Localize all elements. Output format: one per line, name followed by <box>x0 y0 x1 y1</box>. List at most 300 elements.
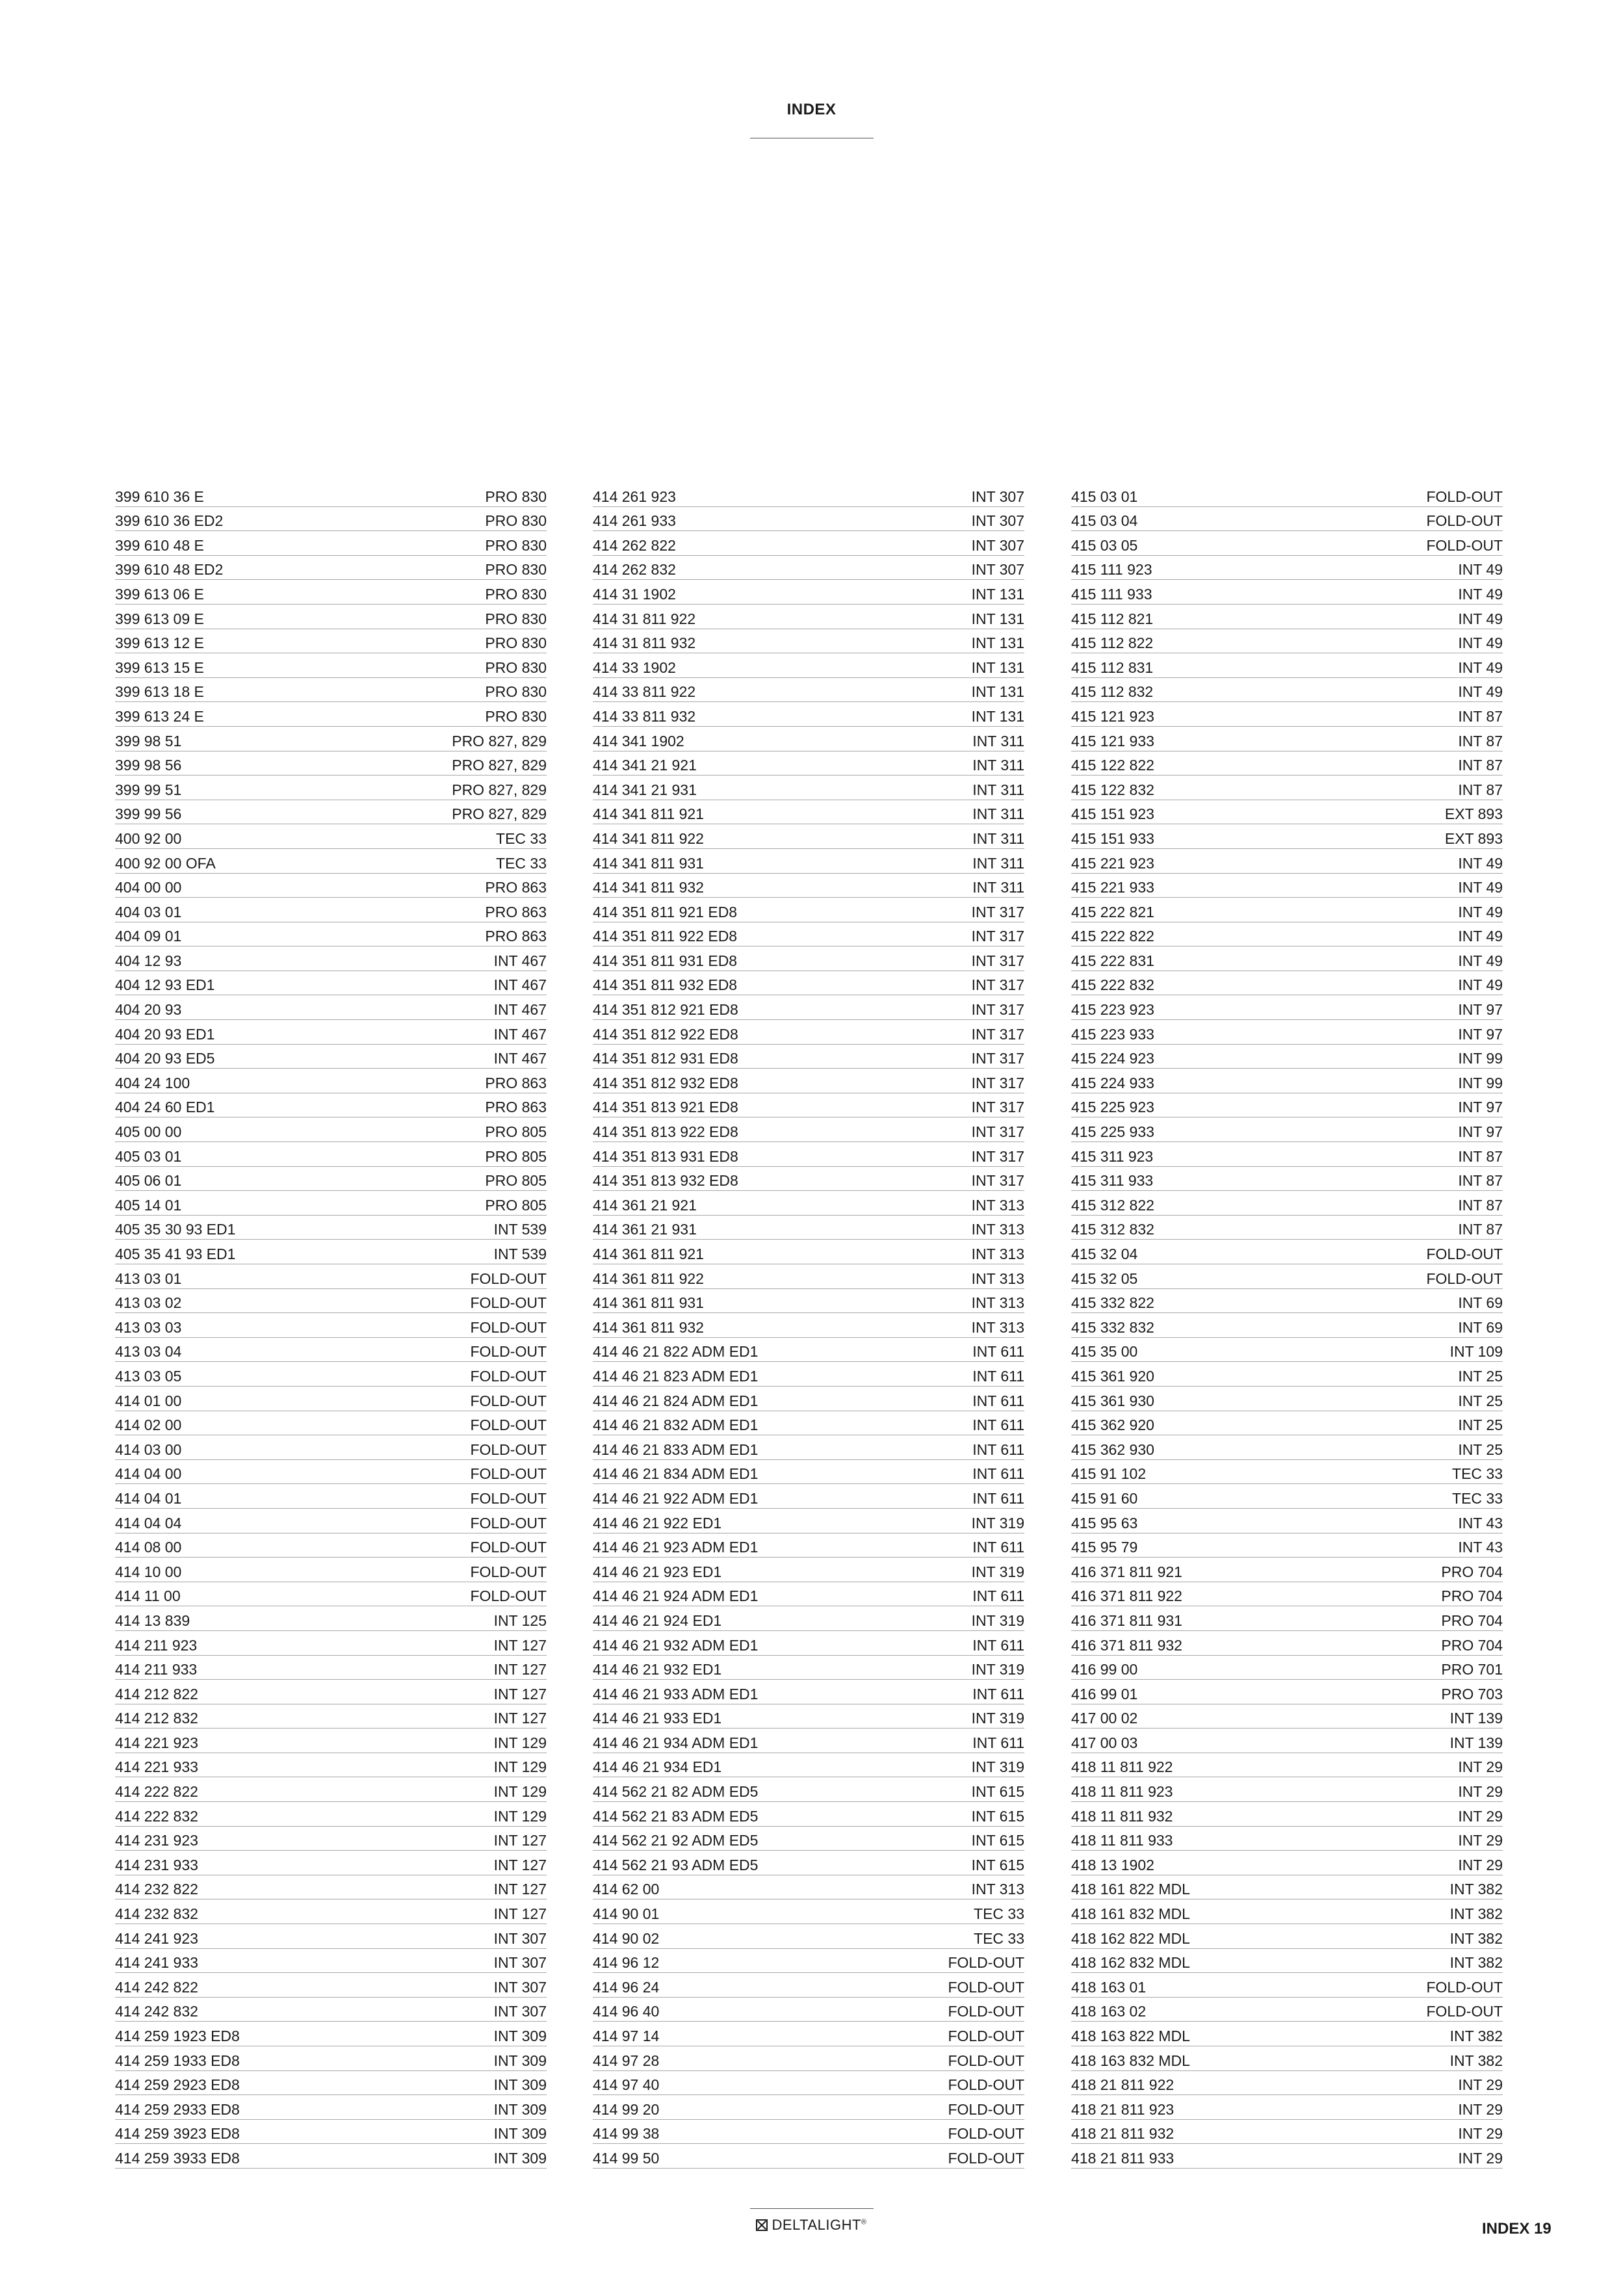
product-code: 413 03 01 <box>115 1270 182 1287</box>
page-reference: PRO 830 <box>485 585 547 603</box>
product-code: 415 311 923 <box>1071 1147 1154 1165</box>
page-reference: INT 319 <box>971 1661 1024 1678</box>
page-reference: PRO 863 <box>485 879 547 896</box>
index-row <box>1071 800 1503 825</box>
page-reference: INT 43 <box>1458 1539 1503 1556</box>
index-row <box>593 1411 1024 1436</box>
page-reference: INT 139 <box>1449 1710 1503 1727</box>
page-reference: INT 313 <box>971 1270 1024 1287</box>
index-row <box>1071 1827 1503 1851</box>
index-row <box>593 531 1024 556</box>
page-reference: INT 539 <box>493 1246 547 1262</box>
product-code: 414 351 811 921 ED8 <box>593 903 738 920</box>
product-code: 414 04 01 <box>115 1489 182 1507</box>
index-row <box>115 1631 547 1656</box>
product-code: 414 46 21 933 ADM ED1 <box>593 1685 759 1702</box>
page-reference: INT 611 <box>972 1441 1024 1458</box>
brand-mark: ® <box>861 2218 867 2226</box>
product-code: 415 222 831 <box>1071 952 1154 969</box>
product-code: 414 341 811 931 <box>593 854 704 872</box>
page-reference: INT 29 <box>1458 1758 1503 1776</box>
page-reference: PRO 805 <box>485 1196 547 1214</box>
page-reference: INT 317 <box>971 1025 1024 1043</box>
index-row <box>593 2046 1024 2071</box>
page-reference: FOLD-OUT <box>470 1318 547 1336</box>
index-row <box>593 1729 1024 1753</box>
page-reference: INT 467 <box>493 952 547 969</box>
index-row <box>115 922 547 947</box>
page-reference: INT 311 <box>972 879 1024 896</box>
page-reference: FOLD-OUT <box>470 1367 547 1385</box>
index-row <box>115 1533 547 1558</box>
page-reference: INT 611 <box>972 1685 1024 1702</box>
index-row <box>1071 874 1503 898</box>
product-code: 415 362 920 <box>1071 1416 1154 1434</box>
page-reference: INT 29 <box>1458 2076 1503 2094</box>
index-row <box>593 556 1024 581</box>
page-reference: FOLD-OUT <box>470 1563 547 1580</box>
index-row <box>593 1753 1024 1778</box>
product-code: 404 12 93 <box>115 952 182 969</box>
product-code: 414 562 21 83 ADM ED5 <box>593 1807 759 1825</box>
page-reference: PRO 827, 829 <box>452 732 547 750</box>
product-code: 414 90 01 <box>593 1905 660 1923</box>
product-code: 416 371 811 932 <box>1071 1636 1182 1654</box>
page-reference: INT 69 <box>1458 1318 1503 1336</box>
page-reference: INT 49 <box>1458 976 1503 994</box>
product-code: 414 351 811 922 ED8 <box>593 928 738 945</box>
index-row <box>1071 1313 1503 1338</box>
page-reference: PRO 827, 829 <box>452 781 547 798</box>
page-reference: INT 319 <box>971 1758 1024 1776</box>
page-reference: INT 611 <box>972 1734 1024 1751</box>
page-reference: EXT 893 <box>1444 829 1503 847</box>
page-reference: INT 309 <box>493 2125 547 2143</box>
index-row <box>115 1998 547 2022</box>
index-row <box>115 874 547 898</box>
product-code: 414 46 21 833 ADM ED1 <box>593 1441 759 1458</box>
product-code: 415 311 933 <box>1071 1172 1154 1190</box>
product-code: 415 225 933 <box>1071 1123 1154 1141</box>
product-code: 415 121 933 <box>1071 732 1154 750</box>
index-row <box>115 1729 547 1753</box>
page-reference: PRO 863 <box>485 903 547 920</box>
index-row <box>593 1289 1024 1314</box>
index-row <box>593 507 1024 532</box>
page-reference: INT 307 <box>971 512 1024 530</box>
index-row <box>115 1387 547 1411</box>
page-reference: INT 611 <box>972 1367 1024 1385</box>
index-row <box>1071 995 1503 1020</box>
index-row <box>593 1435 1024 1460</box>
page-reference: INT 311 <box>972 829 1024 847</box>
product-code: 414 33 1902 <box>593 659 676 676</box>
page-number: INDEX 19 <box>1482 2220 1552 2237</box>
page-reference: INT 309 <box>493 2100 547 2118</box>
footer-divider <box>750 2208 874 2209</box>
page-reference: INT 99 <box>1458 1050 1503 1067</box>
page-reference: PRO 704 <box>1441 1563 1503 1580</box>
index-row <box>1071 531 1503 556</box>
index-row <box>1071 776 1503 800</box>
product-code: 414 08 00 <box>115 1539 182 1556</box>
index-row <box>1071 946 1503 971</box>
product-code: 414 351 812 932 ED8 <box>593 1074 738 1091</box>
index-row <box>115 702 547 727</box>
index-row <box>1071 1338 1503 1363</box>
product-code: 414 221 933 <box>115 1758 198 1776</box>
index-row <box>115 800 547 825</box>
index-row <box>115 2071 547 2096</box>
index-row <box>593 1949 1024 1974</box>
product-code: 415 224 933 <box>1071 1074 1154 1091</box>
index-row <box>115 1558 547 1582</box>
index-row <box>1071 1484 1503 1509</box>
page-reference: INT 49 <box>1458 659 1503 676</box>
index-row <box>1071 1777 1503 1802</box>
index-row <box>115 849 547 874</box>
page-reference: INT 467 <box>493 1025 547 1043</box>
index-row <box>593 2144 1024 2169</box>
index-row <box>1071 1387 1503 1411</box>
product-code: 414 46 21 932 ADM ED1 <box>593 1636 759 1654</box>
index-row <box>593 1240 1024 1264</box>
product-code: 415 223 933 <box>1071 1025 1154 1043</box>
index-row <box>115 946 547 971</box>
brand-logo <box>0 2217 1623 2234</box>
index-row <box>1071 2022 1503 2046</box>
index-row <box>115 751 547 776</box>
page-reference: INT 615 <box>971 1783 1024 1801</box>
product-code: 414 231 933 <box>115 1856 198 1873</box>
product-code: 414 262 822 <box>593 536 676 554</box>
index-row <box>593 1484 1024 1509</box>
index-row <box>115 1216 547 1240</box>
product-code: 418 21 811 923 <box>1071 2100 1175 2118</box>
page-reference: INT 611 <box>972 1343 1024 1361</box>
page-reference: FOLD-OUT <box>1426 536 1503 554</box>
product-code: 414 351 813 932 ED8 <box>593 1172 738 1190</box>
product-code: 418 21 811 933 <box>1071 2149 1175 2167</box>
index-row <box>593 1899 1024 1924</box>
page-reference: INT 127 <box>493 1905 547 1923</box>
product-code: 414 351 811 932 ED8 <box>593 976 738 994</box>
product-code: 415 151 933 <box>1071 829 1154 847</box>
page-reference: PRO 701 <box>1441 1661 1503 1678</box>
product-code: 404 09 01 <box>115 928 182 945</box>
product-code: 414 222 832 <box>115 1807 198 1825</box>
page-reference: INT 49 <box>1458 634 1503 652</box>
index-row <box>593 1313 1024 1338</box>
page-reference: INT 539 <box>493 1221 547 1238</box>
product-code: 414 232 822 <box>115 1881 198 1898</box>
index-row <box>115 1240 547 1264</box>
product-code: 399 613 18 E <box>115 683 204 701</box>
product-code: 414 04 00 <box>115 1465 182 1483</box>
product-code: 415 91 60 <box>1071 1489 1138 1507</box>
index-row <box>115 776 547 800</box>
page-reference: INT 49 <box>1458 879 1503 896</box>
page-reference: INT 309 <box>493 2076 547 2094</box>
index-row <box>1071 1949 1503 1974</box>
index-row <box>115 629 547 654</box>
page-reference: INT 129 <box>493 1758 547 1776</box>
index-row <box>1071 1435 1503 1460</box>
index-row <box>115 2095 547 2120</box>
product-code: 414 261 923 <box>593 488 676 505</box>
page-reference: TEC 33 <box>496 854 547 872</box>
index-row <box>593 605 1024 629</box>
page-title: INDEX <box>786 101 837 118</box>
product-code: 400 92 00 <box>115 829 182 847</box>
index-row <box>593 1362 1024 1387</box>
page-reference: INT 87 <box>1458 1147 1503 1165</box>
product-code: 414 33 811 932 <box>593 707 696 725</box>
product-code: 414 13 839 <box>115 1611 190 1629</box>
page-reference: INT 87 <box>1458 707 1503 725</box>
product-code: 415 91 102 <box>1071 1465 1147 1483</box>
page-reference: INT 307 <box>971 561 1024 579</box>
page-reference: INT 109 <box>1449 1343 1503 1361</box>
product-code: 416 371 811 922 <box>1071 1587 1182 1605</box>
index-row <box>115 1411 547 1436</box>
index-row <box>1071 1656 1503 1680</box>
page-reference: INT 319 <box>971 1611 1024 1629</box>
index-row <box>115 727 547 751</box>
page-reference: INT 611 <box>972 1465 1024 1483</box>
page-reference: INT 97 <box>1458 1123 1503 1141</box>
page-reference: INT 309 <box>493 2028 547 2044</box>
product-code: 415 312 822 <box>1071 1196 1154 1214</box>
index-row <box>115 1313 547 1338</box>
page-reference: INT 87 <box>1458 757 1503 774</box>
index-row <box>1071 1998 1503 2022</box>
index-row <box>1071 507 1503 532</box>
deltalight-logo-icon <box>756 2219 768 2231</box>
index-row <box>115 1973 547 1998</box>
index-row <box>593 1191 1024 1216</box>
page-reference: FOLD-OUT <box>948 1954 1024 1972</box>
index-row <box>593 727 1024 751</box>
page-reference: INT 382 <box>1449 2028 1503 2044</box>
index-row <box>115 1509 547 1533</box>
index-row <box>593 1117 1024 1142</box>
product-code: 415 332 832 <box>1071 1318 1154 1336</box>
product-code: 414 259 3923 ED8 <box>115 2125 240 2143</box>
page-reference: INT 307 <box>971 488 1024 505</box>
index-row <box>1071 727 1503 751</box>
index-row <box>115 971 547 996</box>
index-row <box>1071 1631 1503 1656</box>
page-reference: INT 313 <box>971 1246 1024 1262</box>
product-code: 414 241 923 <box>115 1929 198 1947</box>
index-row <box>1071 1509 1503 1533</box>
page-reference: INT 382 <box>1449 1929 1503 1947</box>
page-reference: INT 49 <box>1458 903 1503 920</box>
index-row <box>593 2120 1024 2145</box>
page-reference: TEC 33 <box>974 1905 1024 1923</box>
page-reference: PRO 805 <box>485 1147 547 1165</box>
product-code: 414 97 40 <box>593 2076 660 2094</box>
page-reference: INT 382 <box>1449 2052 1503 2069</box>
page-reference: INT 131 <box>971 707 1024 725</box>
index-row <box>593 776 1024 800</box>
index-row <box>115 1069 547 1093</box>
product-code: 415 222 821 <box>1071 903 1154 920</box>
product-code: 404 24 100 <box>115 1074 190 1091</box>
page-reference: INT 319 <box>971 1710 1024 1727</box>
page-reference: INT 87 <box>1458 1221 1503 1238</box>
index-row <box>115 1851 547 1875</box>
index-row <box>593 1973 1024 1998</box>
product-code: 404 03 01 <box>115 903 182 920</box>
index-row <box>593 1924 1024 1949</box>
product-code: 414 259 2933 ED8 <box>115 2100 240 2118</box>
index-row <box>1071 751 1503 776</box>
index-row <box>115 995 547 1020</box>
index-row <box>1071 629 1503 654</box>
index-row <box>1071 1093 1503 1118</box>
page-reference: INT 317 <box>971 1123 1024 1141</box>
product-code: 414 351 812 931 ED8 <box>593 1050 738 1067</box>
index-row <box>593 1338 1024 1363</box>
page-reference: FOLD-OUT <box>470 1465 547 1483</box>
product-code: 415 225 923 <box>1071 1099 1154 1116</box>
product-code: 418 161 832 MDL <box>1071 1905 1190 1923</box>
product-code: 414 31 1902 <box>593 585 676 603</box>
product-code: 404 24 60 ED1 <box>115 1099 215 1116</box>
product-code: 414 259 1933 ED8 <box>115 2052 240 2069</box>
index-row <box>593 849 1024 874</box>
page-reference: INT 139 <box>1449 1734 1503 1751</box>
page-reference: INT 87 <box>1458 781 1503 798</box>
page-reference: FOLD-OUT <box>470 1294 547 1312</box>
product-code: 418 11 811 923 <box>1071 1783 1173 1801</box>
index-row <box>1071 1045 1503 1069</box>
index-row <box>1071 1899 1503 1924</box>
product-code: 414 242 832 <box>115 2003 198 2020</box>
page-reference: INT 611 <box>972 1587 1024 1605</box>
index-row <box>115 1460 547 1485</box>
product-code: 404 00 00 <box>115 879 182 896</box>
index-row <box>593 1093 1024 1118</box>
index-row <box>1071 2046 1503 2071</box>
index-row <box>1071 1289 1503 1314</box>
index-row <box>1071 1362 1503 1387</box>
index-row <box>1071 1240 1503 1264</box>
product-code: 414 361 21 921 <box>593 1196 697 1214</box>
page-reference: INT 131 <box>971 683 1024 701</box>
product-code: 414 46 21 822 ADM ED1 <box>593 1343 759 1361</box>
index-row <box>1071 922 1503 947</box>
page-reference: INT 311 <box>972 781 1024 798</box>
index-row <box>593 1264 1024 1289</box>
index-row <box>593 1827 1024 1851</box>
index-row <box>593 1045 1024 1069</box>
page-reference: INT 49 <box>1458 561 1503 579</box>
index-row <box>115 507 547 532</box>
page-reference: INT 29 <box>1458 2149 1503 2167</box>
index-row <box>1071 1582 1503 1607</box>
index-row <box>593 1851 1024 1875</box>
page-reference: PRO 830 <box>485 536 547 554</box>
product-code: 415 03 05 <box>1071 536 1138 554</box>
index-row <box>115 1704 547 1729</box>
page-reference: FOLD-OUT <box>1426 512 1503 530</box>
page-reference: INT 309 <box>493 2052 547 2069</box>
page-reference: INT 313 <box>971 1196 1024 1214</box>
product-code: 418 163 02 <box>1071 2003 1147 2020</box>
page-reference: FOLD-OUT <box>1426 2003 1503 2020</box>
page-reference: INT 127 <box>493 1661 547 1678</box>
product-code: 414 03 00 <box>115 1441 182 1458</box>
product-code: 414 351 812 922 ED8 <box>593 1025 738 1043</box>
page-reference: FOLD-OUT <box>470 1441 547 1458</box>
index-row <box>1071 1167 1503 1192</box>
product-code: 405 00 00 <box>115 1123 182 1141</box>
page-reference: INT 29 <box>1458 1856 1503 1873</box>
product-code: 414 99 50 <box>593 2149 660 2167</box>
product-code: 399 98 51 <box>115 732 182 750</box>
page-reference: INT 129 <box>493 1734 547 1751</box>
product-code: 414 46 21 823 ADM ED1 <box>593 1367 759 1385</box>
product-code: 418 13 1902 <box>1071 1856 1154 1873</box>
index-row <box>115 605 547 629</box>
product-code: 414 46 21 832 ADM ED1 <box>593 1416 759 1434</box>
index-row <box>593 946 1024 971</box>
product-code: 414 212 832 <box>115 1710 198 1727</box>
index-row <box>115 1289 547 1314</box>
product-code: 414 351 811 931 ED8 <box>593 952 738 969</box>
product-code: 414 361 811 921 <box>593 1246 704 1262</box>
index-row <box>593 1582 1024 1607</box>
product-code: 418 163 822 MDL <box>1071 2028 1190 2044</box>
product-code: 417 00 02 <box>1071 1710 1138 1727</box>
index-row <box>115 1777 547 1802</box>
index-row <box>1071 1606 1503 1631</box>
page-reference: INT 49 <box>1458 928 1503 945</box>
product-code: 414 259 3933 ED8 <box>115 2149 240 2167</box>
product-code: 415 32 04 <box>1071 1246 1138 1262</box>
page-reference: INT 307 <box>493 2003 547 2020</box>
page-reference: INT 382 <box>1449 1905 1503 1923</box>
index-row <box>115 1362 547 1387</box>
index-row <box>115 824 547 849</box>
index-row <box>115 580 547 605</box>
index-row <box>1071 1753 1503 1778</box>
index-row <box>115 1045 547 1069</box>
product-code: 415 32 05 <box>1071 1270 1138 1287</box>
index-row <box>115 1142 547 1167</box>
index-row <box>593 1777 1024 1802</box>
product-code: 416 371 811 921 <box>1071 1563 1182 1580</box>
index-row <box>593 1631 1024 1656</box>
product-code: 416 371 811 931 <box>1071 1611 1182 1629</box>
index-row <box>115 1924 547 1949</box>
product-code: 414 97 14 <box>593 2028 660 2044</box>
page-reference: INT 309 <box>493 2149 547 2167</box>
index-row <box>115 1827 547 1851</box>
index-row <box>115 1753 547 1778</box>
product-code: 414 46 21 824 ADM ED1 <box>593 1392 759 1409</box>
page-reference: TEC 33 <box>1452 1465 1503 1483</box>
product-code: 414 241 933 <box>115 1954 198 1972</box>
page-reference: INT 29 <box>1458 1832 1503 1849</box>
page-reference: FOLD-OUT <box>948 2052 1024 2069</box>
product-code: 405 35 30 93 ED1 <box>115 1221 236 1238</box>
page-reference: INT 97 <box>1458 1025 1503 1043</box>
index-row <box>1071 1924 1503 1949</box>
